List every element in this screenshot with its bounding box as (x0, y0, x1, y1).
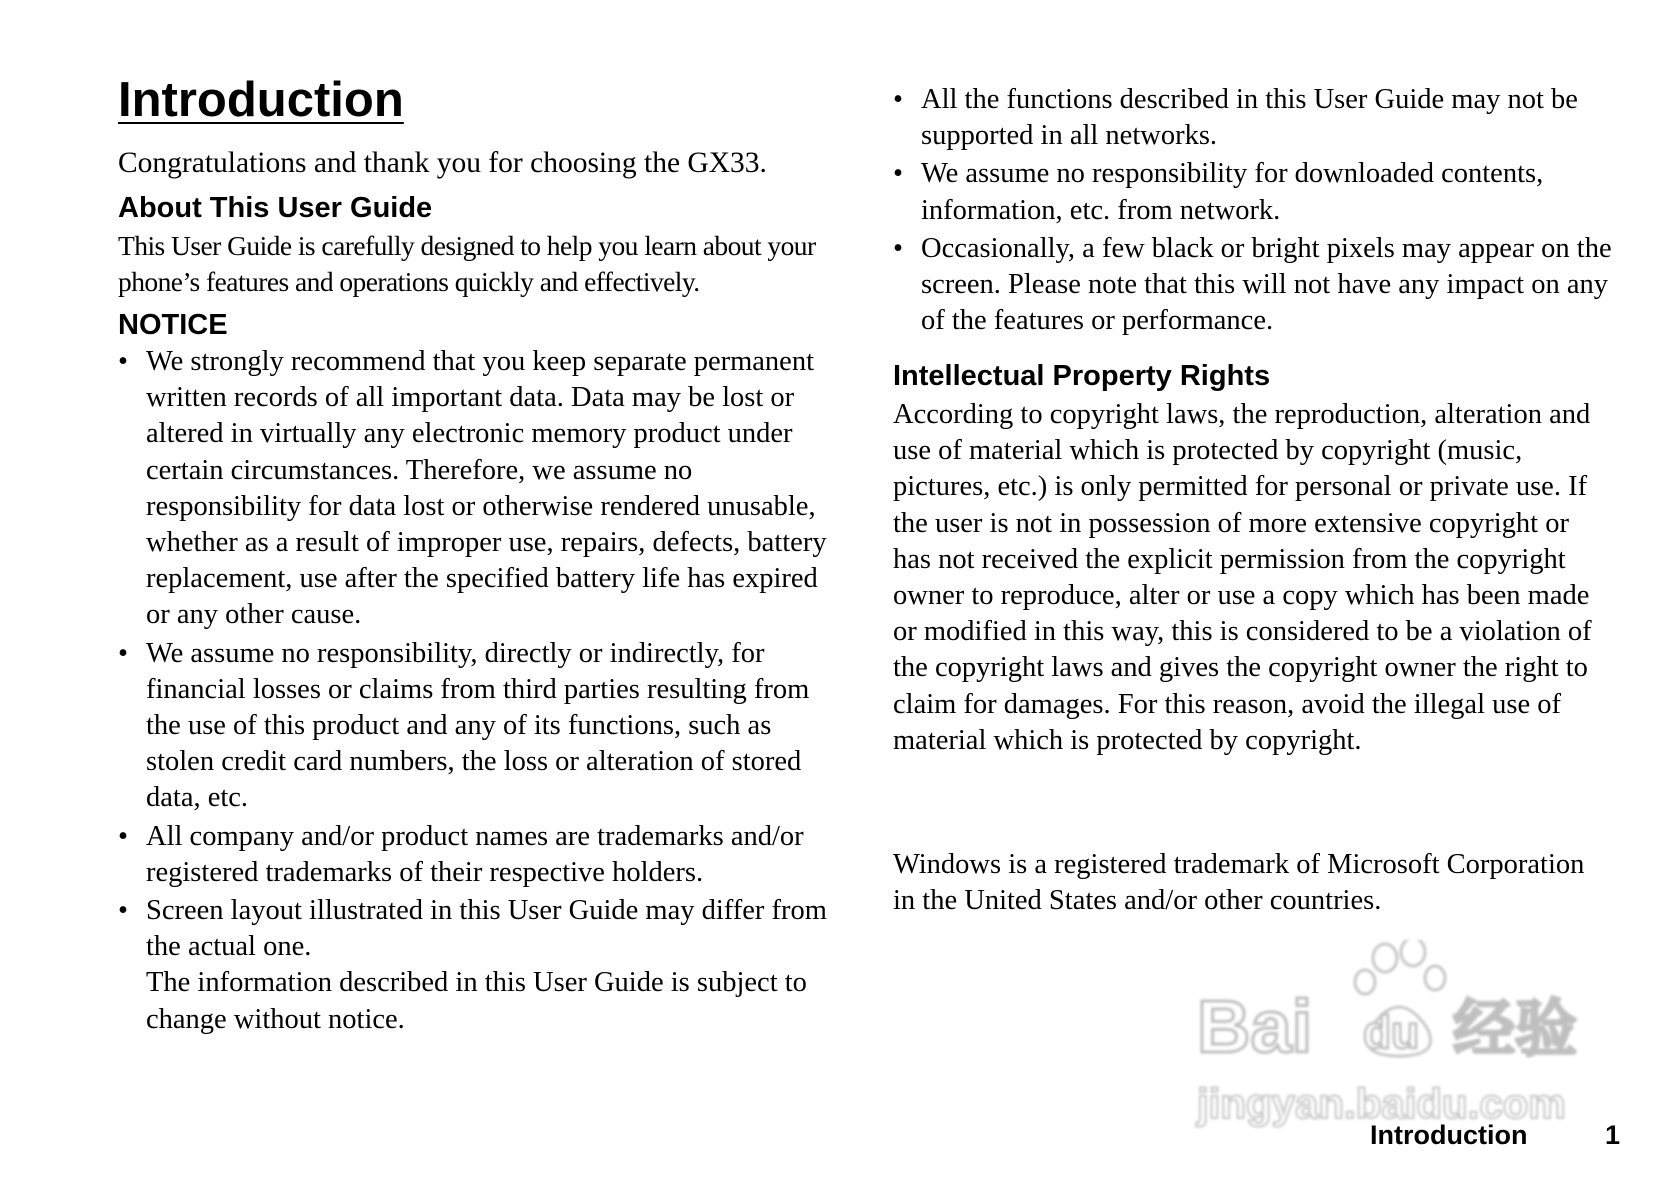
ipr-heading: Intellectual Property Rights (893, 360, 1271, 392)
list-item-text: We strongly recommend that you keep separate permanent written records of all important data. Data may be lost or altered in virtually any electronic memory product under certain circumstances. Therefore, we assume no responsibility for data lost or otherwise rendered unusable, whether as a result of improper use, repairs, defects, battery replacement, use after the specified battery life has expired or any other cause. (146, 346, 827, 631)
bullet-icon: • (893, 232, 903, 264)
notice-list (118, 344, 830, 1040)
list-item-text: Occasionally, a few black or bright pixels may appear on the screen. Please note that this will not have any impact on any of the features or performance. (921, 232, 1612, 337)
ipr-text: According to copyright laws, the reproduction, alteration and use of material which is protected by copyright (music, pictures, etc.) is only permitted for personal or private use. If the user is not in possession of more extensive copyright or has not received the explicit permission from the copyright owner to reproduce, alter or use a copy which has been made or modified in this way, this is considered to be a violation of the copyright laws and gives the copyright owner the right to claim for damages. For this reason, avoid the illegal use of material which is protected by copyright. (893, 399, 1592, 756)
notice-heading: NOTICE (118, 309, 228, 341)
baidu-watermark-logo (1195, 940, 1615, 1140)
list-item-text: We assume no responsibility, directly or indirectly, for financial losses or claims from third parties resulting from the use of this product and any of its functions, such as stolen credit card numbers, the loss or alteration of stored data, etc. (146, 637, 810, 814)
svg-text:经验: 经验 (1453, 992, 1578, 1065)
svg-text:jingyan.baidu.com: jingyan.baidu.com (1197, 1080, 1566, 1127)
list-item-text: We assume no responsibility for downloaded contents, information, etc. from network. (921, 158, 1544, 226)
page-title: Introduction (118, 73, 404, 127)
list-item (893, 82, 1613, 154)
bullet-icon: • (118, 895, 128, 927)
network-notice-list (893, 82, 1613, 341)
list-item-text: All company and/or product names are trademarks and/or registered trademarks of their respective holders. (146, 820, 804, 888)
about-text: This User Guide is carefully designed to help you learn about your phone’s features and operations quickly and effectively. (118, 230, 816, 297)
list-item (118, 636, 830, 817)
list-item-text: All the functions described in this User Guide may not be supported in all networks. (921, 84, 1578, 152)
list-item-extra-text: The information described in this User Guide is subject to change without notice. (146, 967, 807, 1035)
about-heading: About This User Guide (118, 192, 433, 224)
list-item (118, 819, 830, 891)
bullet-icon: • (893, 158, 903, 190)
list-item (118, 893, 830, 1038)
list-item (893, 156, 1613, 228)
bullet-icon: • (118, 820, 128, 852)
svg-text:Bai: Bai (1197, 985, 1313, 1068)
bullet-icon: • (118, 637, 128, 669)
page-number: 1 (1604, 1120, 1620, 1150)
bullet-icon: • (893, 84, 903, 115)
footer-section-title: Introduction (1370, 1120, 1528, 1150)
svg-text:du: du (1363, 1006, 1420, 1058)
list-item-text: Screen layout illustrated in this User Guide may differ from the actual one. (146, 895, 827, 963)
windows-trademark-text: Windows is a registered trademark of Microsoft Corporation in the United States and/or other countries. (893, 849, 1585, 917)
bullet-icon: • (118, 346, 128, 377)
list-item (893, 231, 1613, 340)
intro-text: Congratulations and thank you for choosing the GX33. (118, 147, 767, 179)
list-item (118, 344, 830, 634)
